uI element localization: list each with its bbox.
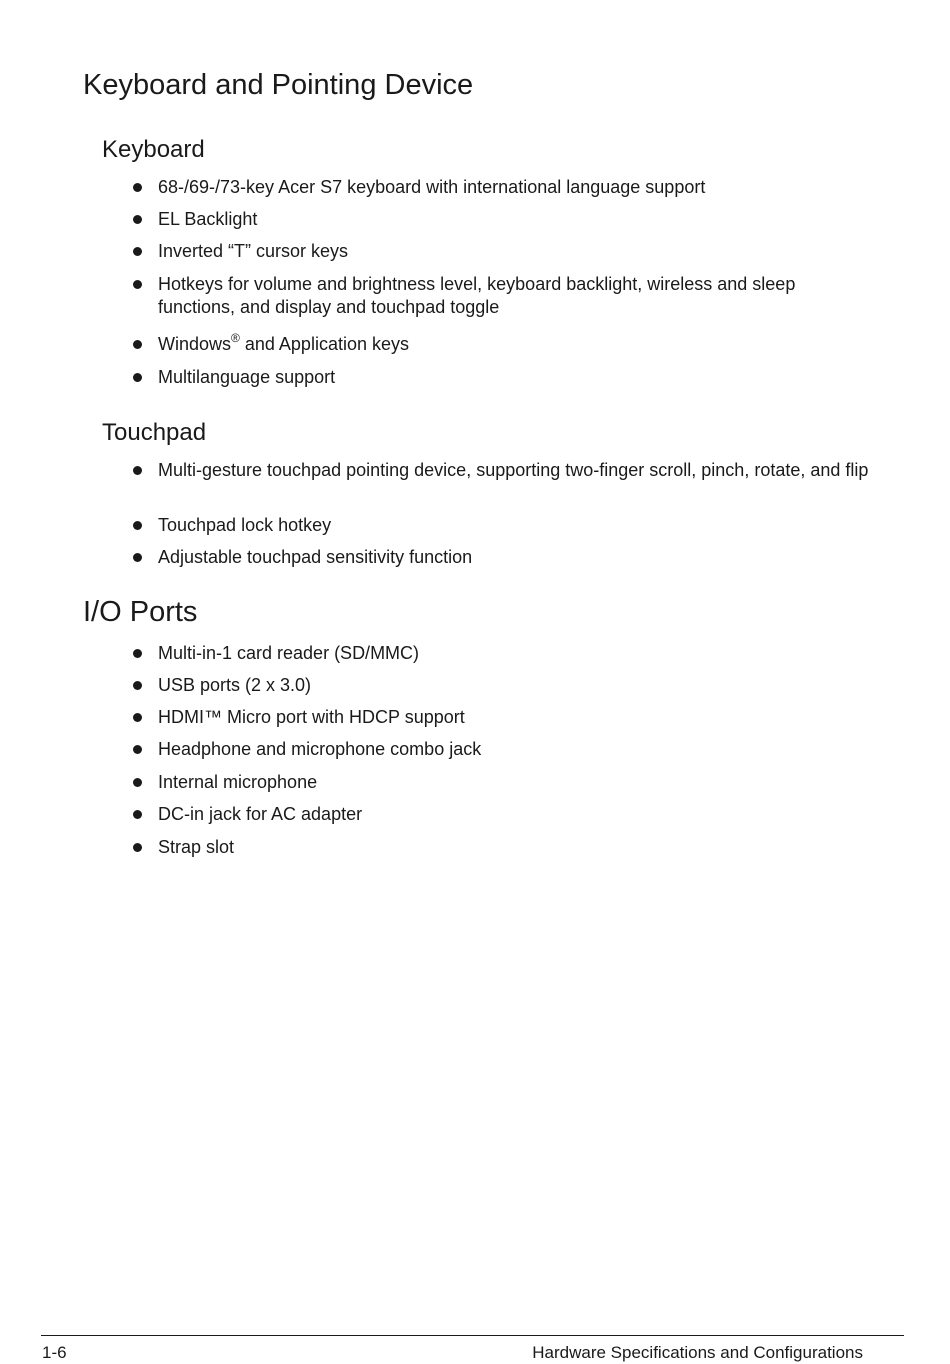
bullet-icon <box>133 373 142 382</box>
bullet-icon <box>133 649 142 658</box>
list-item-text: Hotkeys for volume and brightness level, keyboard backlight, wireless and sleep functions, and display and touchpad toggle <box>158 274 796 317</box>
subsection-title-touchpad: Touchpad <box>102 419 207 446</box>
list-item-text: Multi-in-1 card reader (SD/MMC) <box>158 643 420 663</box>
bullet-icon <box>133 553 142 562</box>
bullet-icon <box>133 521 142 530</box>
list-item-text: Multilanguage support <box>158 367 336 387</box>
section-title-keyboard-pointing: Keyboard and Pointing Device <box>83 69 474 101</box>
list-item-text: HDMI™ Micro port with HDCP support <box>158 707 465 727</box>
chapter-title: Hardware Specifications and Configurations <box>532 1343 863 1362</box>
list-item-text: Headphone and microphone combo jack <box>158 739 482 759</box>
bullet-icon <box>133 280 142 289</box>
list-item-text: Internal microphone <box>158 772 318 792</box>
bullet-icon <box>133 810 142 819</box>
bullet-icon <box>133 340 142 349</box>
list-item-text: 68-/69-/73-key Acer S7 keyboard with international language support <box>158 177 706 197</box>
application-keys-label: and Application keys <box>239 334 409 354</box>
list-item-text: Adjustable touchpad sensitivity function <box>158 547 473 567</box>
list-item-text: Touchpad lock hotkey <box>158 515 332 535</box>
page-number: 1-6 <box>42 1343 67 1362</box>
list-item-text: Multi-gesture touchpad pointing device, supporting two-finger scroll, pinch, rotate, and flip <box>158 460 869 480</box>
section-title-io-ports: I/O Ports <box>83 596 198 628</box>
bullet-icon <box>133 183 142 192</box>
list-item-text: DC-in jack for AC adapter <box>158 804 363 824</box>
subsection-title-keyboard: Keyboard <box>102 136 205 163</box>
bullet-icon <box>133 843 142 852</box>
bullet-icon <box>133 778 142 787</box>
list-item-text: EL Backlight <box>158 209 258 229</box>
bullet-icon <box>133 681 142 690</box>
list-item-text: USB ports (2 x 3.0) <box>158 675 312 695</box>
bullet-icon <box>133 247 142 256</box>
bullet-icon <box>133 745 142 754</box>
registered-mark: ® <box>231 331 240 345</box>
windows-label: Windows <box>158 334 232 354</box>
bullet-icon <box>133 466 142 475</box>
list-item-text <box>158 333 893 358</box>
bullet-icon <box>133 215 142 224</box>
list-item-text: Inverted “T” cursor keys <box>158 241 349 261</box>
list-item-text: Strap slot <box>158 837 235 857</box>
footer-divider <box>41 1335 904 1336</box>
bullet-icon <box>133 713 142 722</box>
